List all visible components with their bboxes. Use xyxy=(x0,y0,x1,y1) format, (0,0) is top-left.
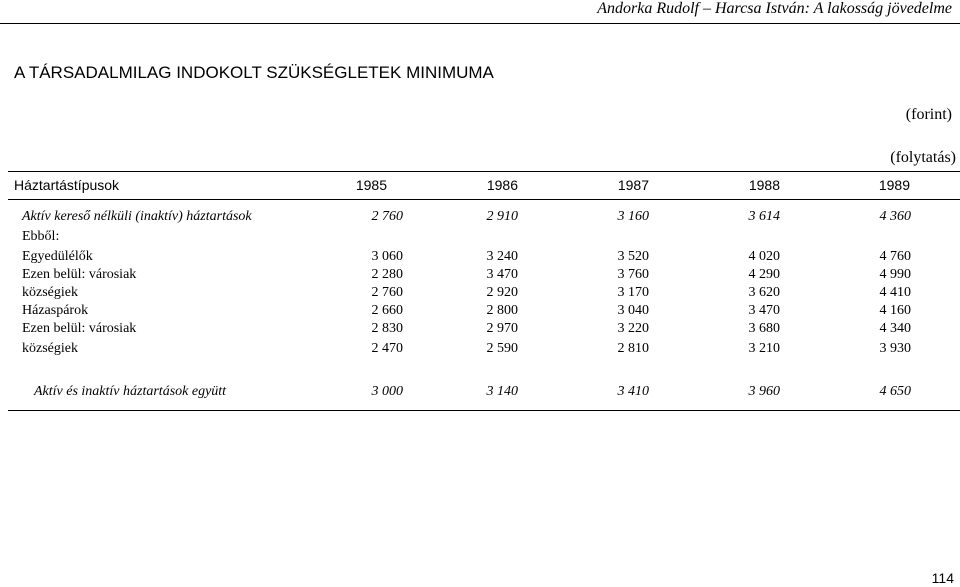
row-value: 2 810 xyxy=(617,341,649,356)
table-row xyxy=(0,248,960,266)
row-value: 4 410 xyxy=(879,285,911,300)
row-value: 4 990 xyxy=(879,267,911,282)
continuation-note: (folytatás) xyxy=(890,149,956,166)
table-row xyxy=(0,320,960,338)
row-label: községiek xyxy=(22,341,78,356)
row-label: Házaspárok xyxy=(22,303,89,318)
row-value: 4 020 xyxy=(748,249,780,264)
row-value: 3 680 xyxy=(748,321,780,336)
header-year: 1988 xyxy=(748,177,780,193)
row-value: 2 920 xyxy=(486,285,518,300)
row-value: 3 470 xyxy=(486,267,518,282)
table-total-row xyxy=(0,383,960,401)
row-value: 3 170 xyxy=(617,285,649,300)
running-head: Andorka Rudolf – Harcsa István: A lakosság jövedelme xyxy=(597,0,952,17)
header-rule xyxy=(0,23,960,24)
row-value: 3 614 xyxy=(748,209,780,224)
row-value: 3 060 xyxy=(371,249,403,264)
table-bottom-rule xyxy=(8,410,960,411)
total-value: 3 960 xyxy=(748,384,780,399)
table-row xyxy=(0,208,960,226)
row-value: 4 290 xyxy=(748,267,780,282)
row-label: községiek xyxy=(22,285,78,300)
page-number: 114 xyxy=(931,570,954,586)
table-row xyxy=(0,340,960,358)
table-row xyxy=(0,228,960,246)
row-value: 4 340 xyxy=(879,321,911,336)
row-value: 2 280 xyxy=(371,267,403,282)
row-value: 2 590 xyxy=(486,341,518,356)
table-header-rule xyxy=(8,199,960,200)
row-value: 2 660 xyxy=(371,303,403,318)
total-label: Aktív és inaktív háztartások együtt xyxy=(34,384,227,399)
table-title: A TÁRSADALMILAG INDOKOLT SZÜKSÉGLETEK MINIMUMA xyxy=(14,63,494,82)
table-header-row xyxy=(0,176,960,194)
row-value: 2 800 xyxy=(486,303,518,318)
row-value: 2 910 xyxy=(486,209,518,224)
row-value: 3 040 xyxy=(617,303,649,318)
row-value: 3 240 xyxy=(486,249,518,264)
header-year: 1986 xyxy=(486,177,518,193)
row-value: 3 470 xyxy=(748,303,780,318)
header-label: Háztartástípusok xyxy=(14,177,120,193)
row-value: 3 210 xyxy=(748,341,780,356)
unit-note: (forint) xyxy=(905,106,952,123)
total-value: 3 410 xyxy=(617,384,649,399)
row-value: 3 930 xyxy=(879,341,911,356)
row-label: Ezen belül: városiak xyxy=(22,321,137,336)
row-value: 3 760 xyxy=(617,267,649,282)
row-value: 4 160 xyxy=(879,303,911,318)
total-value: 4 650 xyxy=(879,384,911,399)
header-year: 1989 xyxy=(878,177,910,193)
row-value: 2 970 xyxy=(486,321,518,336)
row-label: Egyedülélők xyxy=(22,249,93,264)
row-label: Ezen belül: városiak xyxy=(22,267,137,282)
row-value: 3 520 xyxy=(617,249,649,264)
table-top-rule xyxy=(8,171,960,172)
total-value: 3 000 xyxy=(371,384,403,399)
row-value: 3 620 xyxy=(748,285,780,300)
row-value: 2 470 xyxy=(371,341,403,356)
table-row xyxy=(0,302,960,320)
row-value: 4 760 xyxy=(879,249,911,264)
table-row xyxy=(0,284,960,302)
header-year: 1985 xyxy=(355,177,387,193)
row-value: 2 760 xyxy=(371,285,403,300)
header-year: 1987 xyxy=(617,177,649,193)
row-value: 2 830 xyxy=(371,321,403,336)
row-label: Ebből: xyxy=(22,229,60,244)
row-value: 3 220 xyxy=(617,321,649,336)
row-value: 4 360 xyxy=(879,209,911,224)
row-label: Aktív kereső nélküli (inaktív) háztartások xyxy=(22,209,252,224)
row-value: 2 760 xyxy=(371,209,403,224)
row-value: 3 160 xyxy=(617,209,649,224)
total-value: 3 140 xyxy=(486,384,518,399)
table-row xyxy=(0,266,960,284)
